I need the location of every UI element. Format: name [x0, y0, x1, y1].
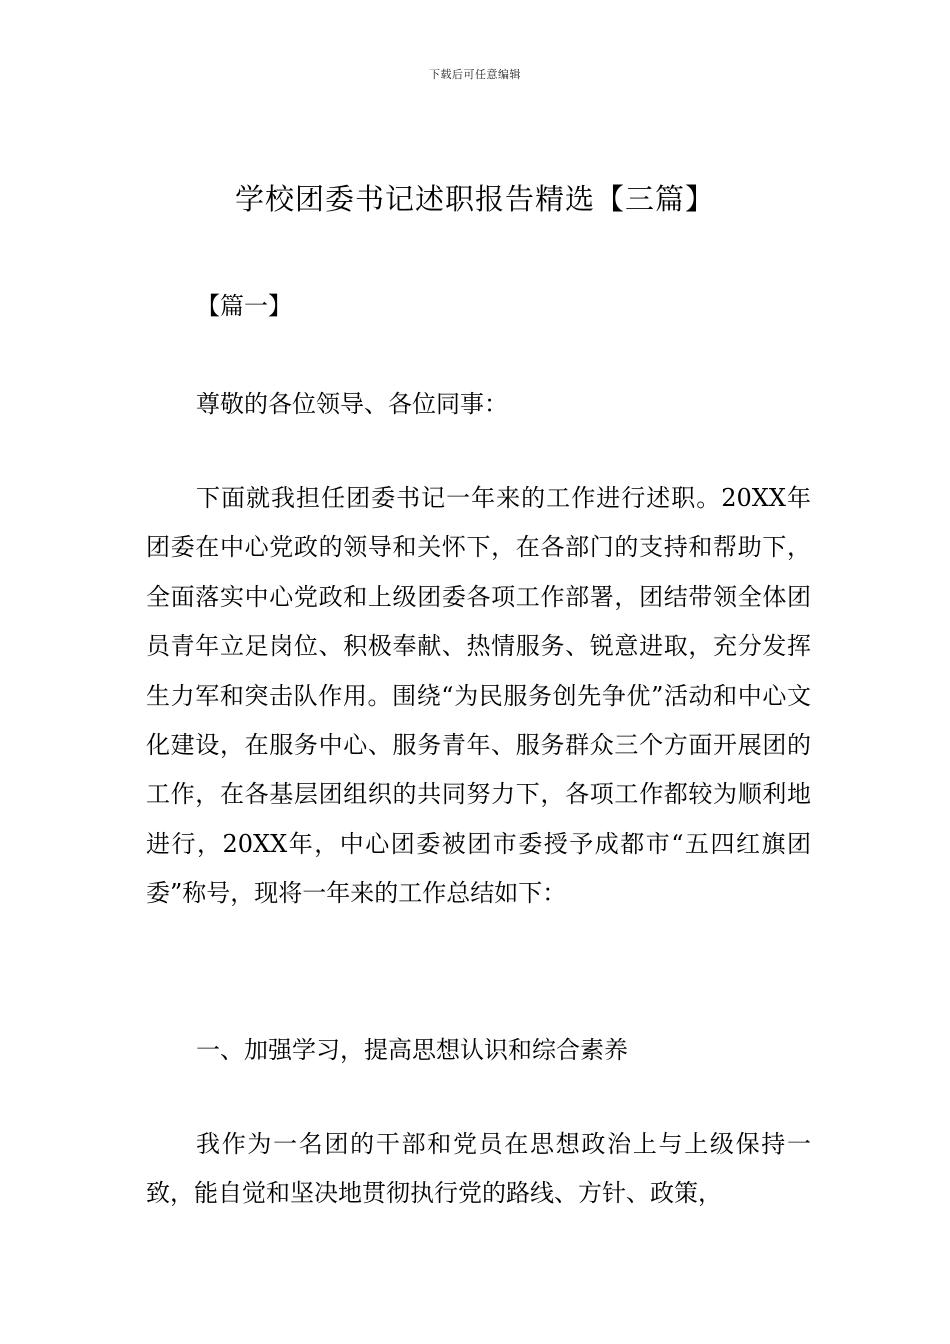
salutation: 尊敬的各位领导、各位同事：: [196, 390, 508, 418]
body-paragraph: 下面就我担任团委书记一年来的工作进行述职。20XX年团委在中心党政的领导和关怀下，在各部门的支持和帮助下，全面落实中心党政和上级团委各项工作部署，团结带领全体团员青年立足岗位、积极奉献、热情服务、锐意进取，充分发挥生力军和突击队作用。围绕“为民服务创先争优”活动和中心文化建设，在服务中心、服务青年、服务群众三个方面开展团的工作，在各基层团组织的共同努力下，各项工作都较为顺利地进行，20XX年，中心团委被团市委授予成都市“五四红旗团委”称号，现将一年来的工作总结如下：: [146, 484, 811, 908]
section-heading: 一、加强学习，提高思想认识和综合素养: [196, 1036, 628, 1064]
body-paragraph: 我作为一名团的干部和党员在思想政治上与上级保持一致，能自觉和坚决地贯彻执行党的路线、方针、政策，: [146, 1130, 811, 1208]
header-note: 下载后可任意编辑: [429, 68, 521, 81]
section-label: 【篇一】: [196, 292, 292, 320]
document-title: 学校团委书记述职报告精选【三篇】: [234, 182, 715, 216]
